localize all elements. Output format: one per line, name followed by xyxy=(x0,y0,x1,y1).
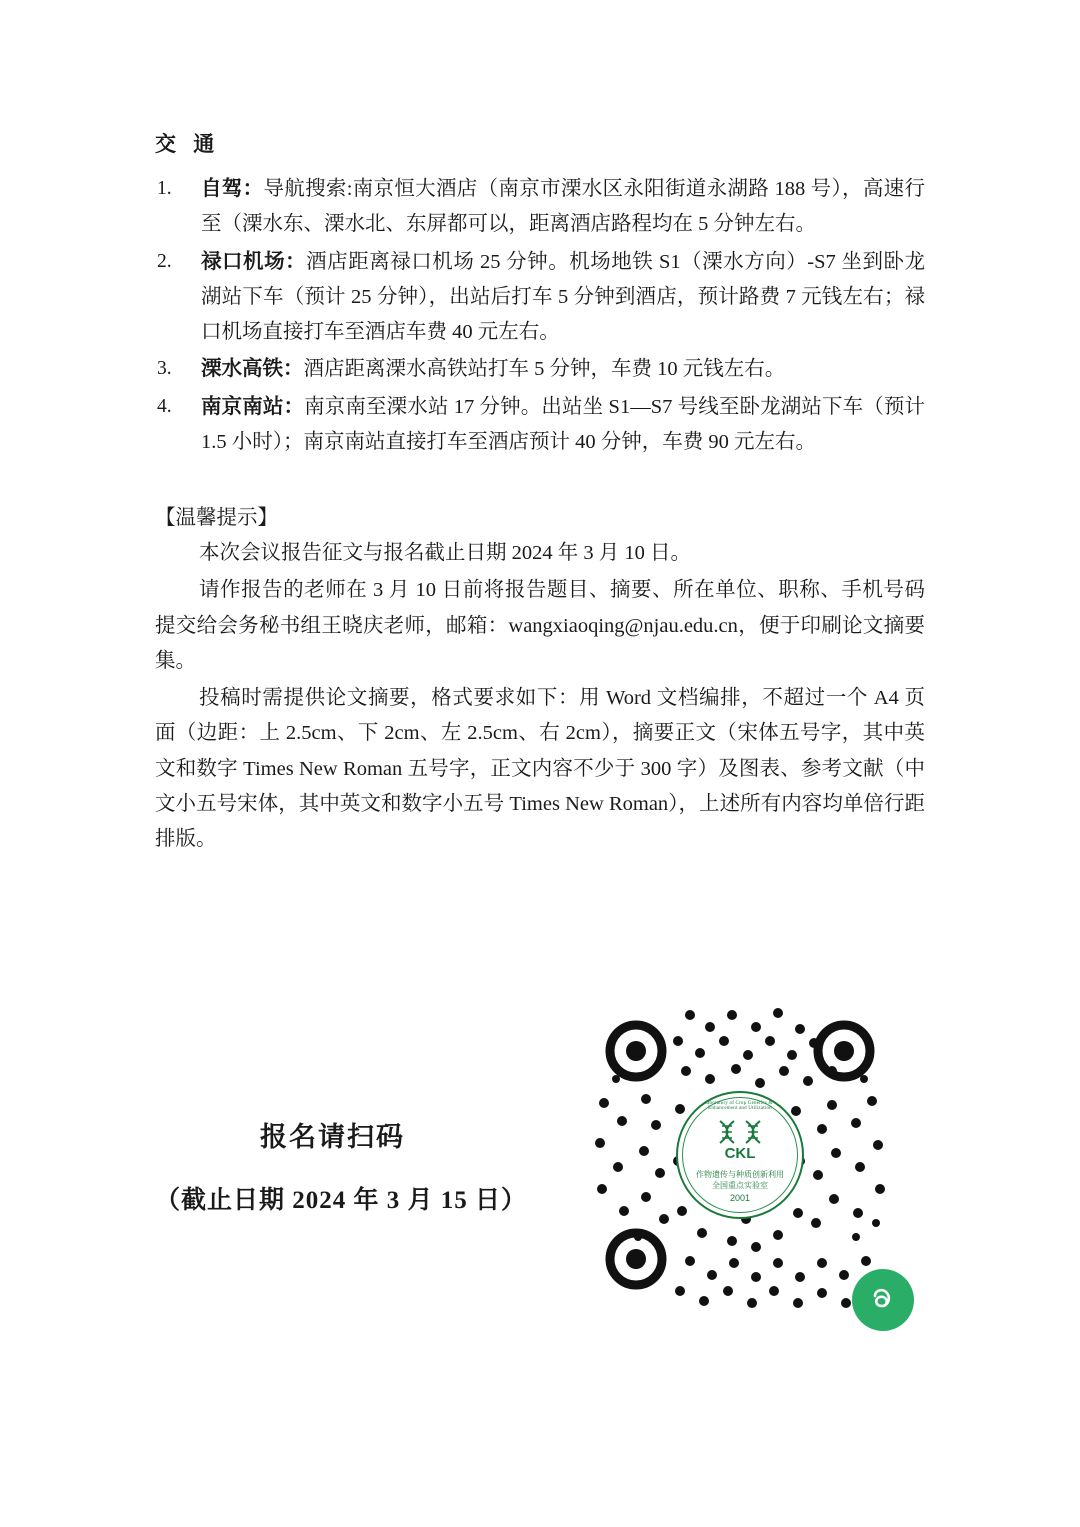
miniprogram-glyph xyxy=(864,1281,902,1319)
traffic-list xyxy=(155,172,925,460)
scan-callout xyxy=(155,1115,555,1216)
list-item-text: 导航搜索:南京恒大酒店（南京市溧水区永阳街道永湖路 188 号），高速行至（溧水东、溧水北、东屏都可以，距离酒店路程均在 5 分钟左右。 xyxy=(201,178,925,236)
list-item-text: 酒店距离溧水高铁站打车 5 分钟，车费 10 元钱左右。 xyxy=(303,358,786,381)
dna-icon xyxy=(714,1119,766,1145)
document-body xyxy=(155,128,925,859)
tips-paragraph: 投稿时需提供论文摘要，格式要求如下：用 Word 文档编排，不超过一个 A4 页面（边距：上 2.5cm、下 2cm、左 2.5cm、右 2cm），摘要正文（宋体五号字，其中英文和数字 Times New Roman 五号字，正文内容不少于 300 字）及图表、参考文献（中文小五号宋体，其中英文和数字小五号 Times New Roman），上述所有内容均单倍行距排版。 xyxy=(155,687,925,850)
list-item xyxy=(155,172,925,243)
list-item-number: 2. xyxy=(157,250,172,272)
logo-chinese-line-2: 全国重点实验室 xyxy=(712,1181,768,1190)
logo-chinese-line-1: 作物遗传与种质创新利用 xyxy=(696,1170,784,1179)
tips-paragraph: 本次会议报告征文与报名截止日期 2024 年 3 月 10 日。 xyxy=(199,542,691,564)
list-item-text: 南京南至溧水站 17 分钟。出站坐 S1—S7 号线至卧龙湖站下车（预计 1.5 小时）；南京南站直接打车至酒店预计 40 分钟，车费 90 元左右。 xyxy=(201,395,925,453)
list-item-label: 南京南站： xyxy=(201,395,305,418)
list-item-number: 4. xyxy=(157,395,172,417)
list-item-label: 溧水高铁： xyxy=(201,358,304,381)
logo-year: 2001 xyxy=(729,1193,751,1203)
qr-code[interactable] xyxy=(560,975,920,1335)
scan-title: 报名请扫码 xyxy=(260,1122,405,1152)
list-item-label: 自驾： xyxy=(201,178,264,200)
section-title-traffic: 交 通 xyxy=(155,132,221,156)
logo-outer-text: State Key Laboratory of Crop Genetics & Germplasm Enhancement and Utilization xyxy=(681,1101,799,1111)
tips-paragraph: 请作报告的老师在 3 月 10 日前将报告题目、摘要、所在单位、职称、手机号码提交给会务秘书组王晓庆老师，邮箱：wangxiaoqing@njau.edu.cn，便于印刷论文摘要集。 xyxy=(155,579,925,672)
logo-abbreviation: CKL xyxy=(724,1145,756,1162)
tips-heading: 【温馨提示】 xyxy=(155,507,278,529)
qr-center-logo xyxy=(676,1091,804,1219)
list-item xyxy=(155,352,925,387)
wechat-miniprogram-icon xyxy=(852,1269,914,1331)
list-item xyxy=(155,245,925,351)
list-item-label: 禄口机场： xyxy=(201,250,307,273)
list-item xyxy=(155,390,925,461)
scan-deadline: （截止日期 2024 年 3 月 15 日） xyxy=(155,1187,528,1214)
list-item-number: 1. xyxy=(157,178,172,199)
list-item-number: 3. xyxy=(157,358,172,380)
list-item-text: 酒店距离禄口机场 25 分钟。机场地铁 S1（溧水方向）-S7 坐到卧龙湖站下车（预计 25 分钟），出站后打车 5 分钟到酒店，预计路费 7 元钱左右；禄口机场直接打车至酒店车费 40 元左右。 xyxy=(201,250,926,343)
